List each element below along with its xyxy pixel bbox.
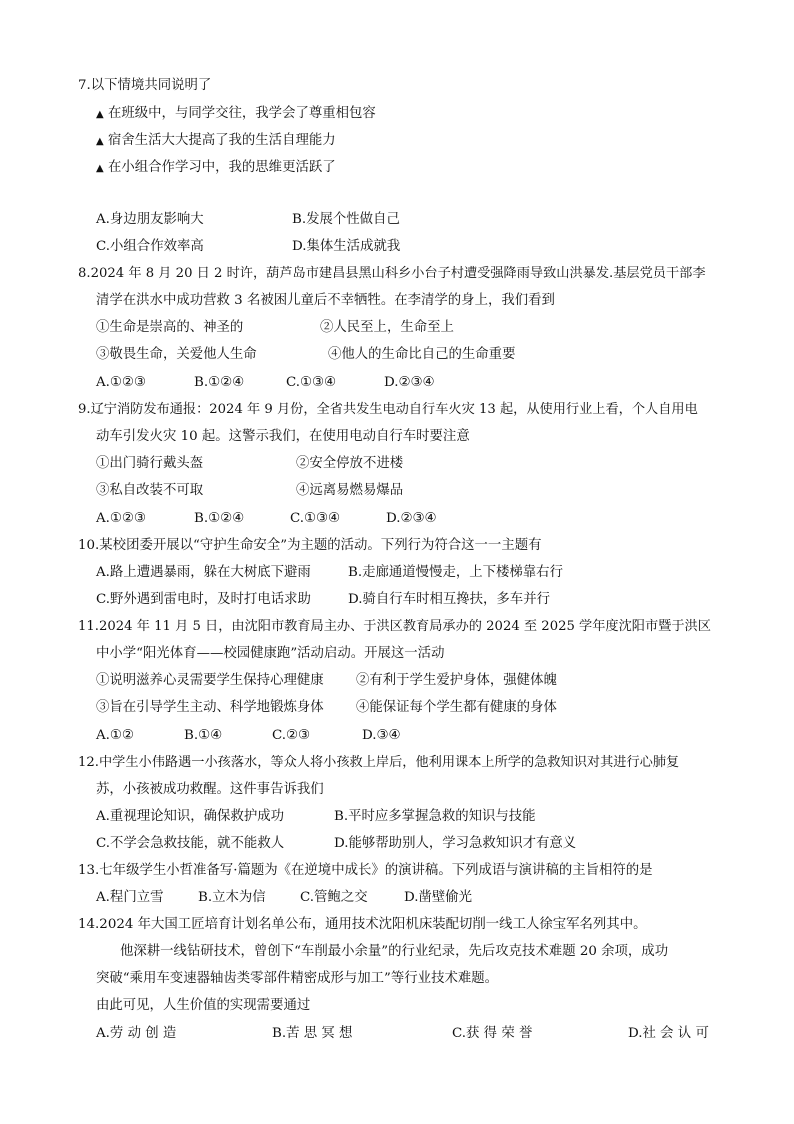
q9-stem-line-1: 9.辽宁消防发布通报：2024 年 9 月份，全省共发生电动自行车火灾 13 起，从使用行业上看，个人自用电	[78, 402, 698, 417]
q9-item-3: ③私自改装不可取	[96, 483, 204, 498]
q9-stem-line-2: 动车引发火灾 10 起。这警示我们，在使用电动自行车时要注意	[96, 429, 470, 444]
q11-item-1: ①说明滋养心灵需要学生保持心理健康	[96, 673, 324, 688]
q10-option-a: A.路上遭遇暴雨，躲在大树底下避雨	[96, 565, 311, 580]
q8-item-4: ④他人的生命比自己的生命重要	[328, 347, 516, 362]
q7-scene-3: ▲ 在小组合作学习中，我的思维更活跃了	[96, 158, 336, 179]
q11-option-c: C.②③	[272, 728, 311, 743]
q9-option-c: C.①③④	[290, 511, 341, 526]
q7-option-d: D.集体生活成就我	[292, 239, 401, 254]
q12-option-d: D.能够帮助别人，学习急救知识才有意义	[334, 836, 577, 851]
q9-item-4: ④远离易燃易爆品	[296, 483, 404, 498]
q8-item-2: ②人民至上，生命至上	[320, 320, 454, 335]
q9-option-b: B.①②④	[194, 511, 245, 526]
q7-option-a: A.身边朋友影响大	[96, 212, 204, 227]
q7-scene-1: ▲ 在班级中，与同学交往，我学会了尊重相包容	[96, 104, 376, 125]
q10-option-c: C.野外遇到雷电时，及时打电话求助	[96, 592, 311, 607]
q11-item-4: ④能保证每个学生都有健康的身体	[356, 700, 557, 715]
q14-option-c: C.获 得 荣 誉	[452, 1026, 533, 1041]
q14-stem: 14.2024 年大国工匠培育计划名单公布，通用技术沈阳机床装配切削一线工人徐宝军名列其中。	[78, 917, 647, 932]
q8-option-d: D.②③④	[384, 375, 435, 390]
q12-option-c: C.不学会急救技能，就不能救人	[96, 836, 285, 851]
q13-option-d: D.凿壁偷光	[404, 890, 473, 905]
q14-option-d: D.社 会 认 可	[628, 1026, 709, 1041]
q11-option-a: A.①②	[96, 728, 134, 743]
q13-option-b: B.立木为信	[198, 890, 266, 905]
q14-material-line-2: 突破“乘用车变速器轴齿类零部件精密成形与加工”等行业技术难题。	[96, 971, 499, 986]
q14-option-b: B.苦 思 冥 想	[272, 1026, 353, 1041]
q14-lead: 由此可见，人生价值的实现需要通过	[96, 998, 311, 1013]
q12-stem-line-2: 苏，小孩被成功救醒。这件事告诉我们	[96, 782, 324, 797]
q11-item-2: ②有利于学生爱护身体，强健体魄	[356, 673, 557, 688]
q8-option-c: C.①③④	[286, 375, 337, 390]
q11-stem-line-2: 中小学“阳光体育——校园健康跑”活动启动。开展这一活动	[96, 646, 445, 661]
q10-option-b: B.走廊通道慢慢走，上下楼梯靠右行	[348, 565, 563, 580]
q8-option-a: A.①②③	[96, 375, 146, 390]
q7-option-b: B.发展个性做自己	[292, 212, 400, 227]
q8-item-1: ①生命是崇高的、神圣的	[96, 320, 244, 335]
q8-item-3: ③敬畏生命，关爱他人生命	[96, 347, 257, 362]
q8-stem-line-2: 清学在洪水中成功营救 3 名被困儿童后不幸牺牲。在李清学的身上，我们看到	[96, 293, 555, 308]
q12-option-a: A.重视理论知识，确保救护成功	[96, 809, 285, 824]
q13-option-c: C.管鲍之交	[300, 890, 368, 905]
q14-option-a: A.劳 动 创 造	[96, 1026, 177, 1041]
q11-stem-line-1: 11.2024 年 11 月 5 日，由沈阳市教育局主办、于洪区教育局承办的 2024 至 2025 学年度沈阳市暨于洪区	[78, 619, 711, 634]
q13-stem: 13.七年级学生小哲准备写·篇题为《在逆境中成长》的演讲稿。下列成语与演讲稿的主旨相符的是	[78, 863, 653, 878]
q14-material-line-1: 他深耕一线钻研技术，曾创下“车削最小余量”的行业纪录，先后攻克技术难题 20 余项，成功	[120, 944, 669, 959]
q12-option-b: B.平时应多掌握急救的知识与技能	[334, 809, 536, 824]
q13-option-a: A.程门立雪	[96, 890, 164, 905]
q8-option-b: B.①②④	[194, 375, 245, 390]
q8-stem-line-1: 8.2024 年 8 月 20 日 2 时许，葫芦岛市建昌县黑山科乡小台子村遭受强降雨导致山洪暴发.基层党员干部李	[78, 266, 706, 281]
q11-item-3: ③旨在引导学生主动、科学地锻炼身体	[96, 700, 324, 715]
q7-stem: 7.以下情境共同说明了	[78, 78, 212, 93]
q11-option-d: D.③④	[362, 728, 401, 743]
q7-option-c: C.小组合作效率高	[96, 239, 204, 254]
q9-option-a: A.①②③	[96, 511, 146, 526]
q12-stem-line-1: 12.中学生小伟路遇一小孩落水，等众人将小孩救上岸后，他利用课本上所学的急救知识对其进行心肺复	[78, 755, 680, 770]
q9-option-d: D.②③④	[386, 511, 437, 526]
q11-option-b: B.①④	[184, 728, 223, 743]
q9-item-1: ①出门骑行戴头盔	[96, 456, 204, 471]
q10-option-d: D.骑自行车时相互搀扶，多车并行	[348, 592, 550, 607]
q7-scene-2: ▲ 宿舍生活大大提高了我的生活自理能力	[96, 131, 336, 152]
q9-item-2: ②安全停放不进楼	[296, 456, 404, 471]
q10-stem: 10.某校团委开展以“守护生命安全”为主题的活动。下列行为符合这一一主题有	[78, 538, 542, 553]
